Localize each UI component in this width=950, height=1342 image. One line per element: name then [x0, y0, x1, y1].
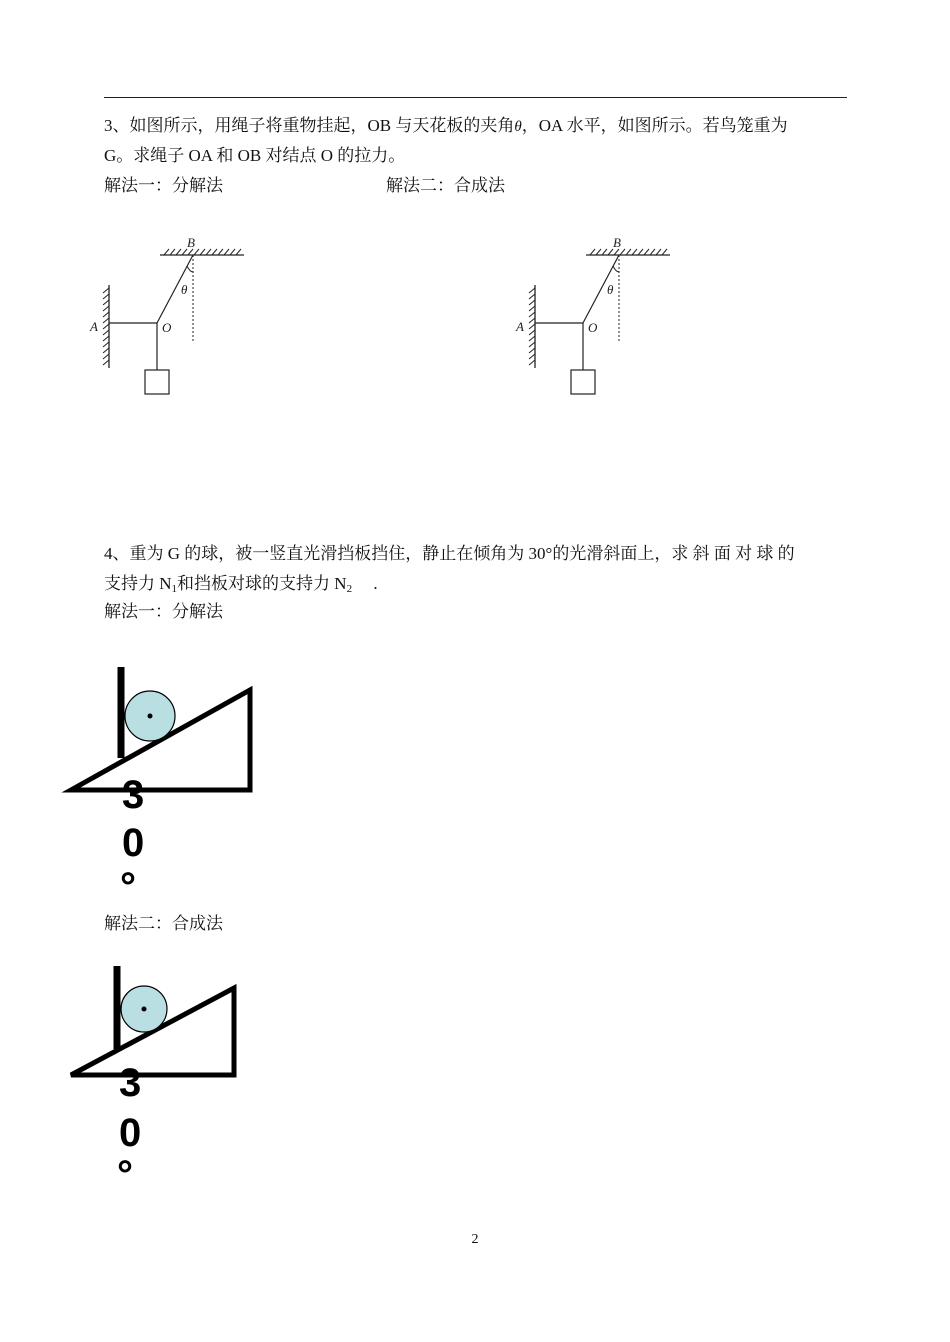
degree-symbol: ° [117, 1153, 133, 1197]
label-a: A [90, 319, 98, 334]
rope-ob [157, 255, 193, 323]
wall [103, 285, 109, 368]
ball-center [142, 1007, 147, 1012]
q3-method2-label: 解法二：合成法 [386, 176, 505, 195]
angle-arc [187, 266, 193, 272]
q4-figure-2 [60, 960, 260, 1197]
label-o: O [162, 320, 172, 335]
ceiling [160, 249, 244, 255]
weight-box [571, 370, 595, 394]
q3-figure-1 [86, 230, 256, 400]
label-o: O [588, 320, 598, 335]
q3-figure-2 [512, 230, 682, 400]
label-b: B [187, 235, 195, 250]
label-a: A [516, 319, 524, 334]
ceiling [586, 249, 670, 255]
subscript-1: 1 [171, 583, 178, 595]
q3-method1-label: 解法一：分解法 [104, 176, 223, 195]
angle-arc [613, 266, 619, 272]
angle-digit-0: 0 [119, 1111, 142, 1155]
rope-ob [583, 255, 619, 323]
label-theta: θ [607, 282, 614, 297]
label-theta: θ [181, 282, 188, 297]
subscript-2: 2 [346, 583, 353, 595]
q4-method1-label: 解法一：分解法 [104, 602, 223, 621]
header-rule [104, 97, 847, 98]
ball-center [148, 714, 153, 719]
weight-box [145, 370, 169, 394]
page-number: 2 [471, 1232, 479, 1247]
theta-symbol: θ [514, 119, 522, 135]
angle-digit-0: 0 [122, 821, 145, 865]
q4-line2: 支持力 $N_1$和挡板对球的支持力 $N_2$ . [104, 574, 378, 595]
angle-digit-3: 3 [122, 773, 145, 817]
degree-symbol: ° [120, 865, 136, 909]
q4-figure-1 [60, 660, 270, 909]
q3-line2: G。求绳子 OA 和 OB 对结点 O 的拉力。 [104, 146, 406, 165]
label-b: B [613, 235, 621, 250]
q3-line1: 3、如图所示，用绳子将重物挂起，OB 与天花板的夹角θ，OA 水平，如图所示。若鸟笼重为 [104, 116, 788, 135]
wall [529, 285, 535, 368]
q4-line1: 4、重为 G 的球，被一竖直光滑挡板挡住，静止在倾角为 30°的光滑斜面上，求 斜 面 对 球 的 [104, 544, 795, 563]
q4-method2-label: 解法二：合成法 [104, 914, 223, 933]
angle-digit-3: 3 [119, 1061, 142, 1105]
